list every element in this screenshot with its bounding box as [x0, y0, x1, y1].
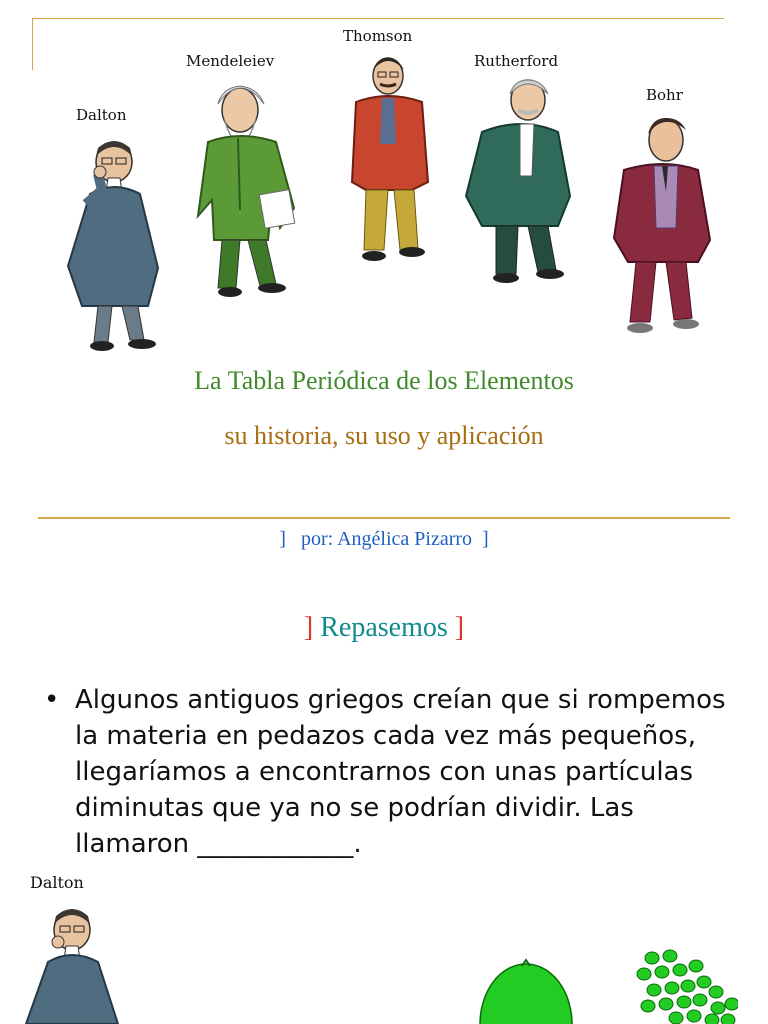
particle [681, 980, 695, 992]
particle [637, 968, 651, 980]
green-particles-icon [632, 948, 738, 1024]
particle [659, 998, 673, 1010]
dalton-label-2: Dalton [30, 873, 84, 892]
particle [693, 994, 707, 1006]
label-rutherford: Rutherford [474, 52, 559, 70]
label-dalton: Dalton [76, 106, 127, 124]
particle [705, 1014, 719, 1024]
label-thomson: Thomson [343, 27, 413, 45]
bracket-open: ] [279, 528, 286, 550]
bullet-symbol: • [44, 685, 60, 715]
author-line [0, 528, 768, 551]
label-bohr: Bohr [646, 86, 683, 104]
particle [689, 960, 703, 972]
heading-bracket-close: ] [454, 612, 465, 643]
dalton-illustration-2 [18, 902, 130, 1024]
particle [709, 986, 723, 998]
green-sphere-icon [478, 958, 578, 1024]
thomson-illustration [348, 54, 434, 268]
title-line-2: su historia, su uso y aplicación [224, 421, 544, 450]
top-rule [32, 18, 724, 19]
particle [677, 996, 691, 1008]
heading-bracket-open: ] [303, 612, 314, 643]
particle [665, 982, 679, 994]
particle [647, 984, 661, 996]
particle [725, 998, 738, 1010]
bracket-close: ] [482, 528, 489, 550]
rutherford-illustration [462, 76, 574, 288]
heading-text: Repasemos [320, 612, 448, 643]
bullet-text: Algunos antiguos griegos creían que si rompemos la materia en pedazos cada vez más pequeños, llegaríamos a encontrarnos con unas partículas diminutas que ya no se podrían dividir. Las llamaron ____________. [75, 685, 726, 859]
particle [673, 964, 687, 976]
particle [645, 952, 659, 964]
author-name: por: Angélica Pizarro [300, 528, 473, 550]
top-left-rule [32, 18, 33, 70]
bohr-illustration [608, 112, 714, 346]
particle [697, 976, 711, 988]
dalton-illustration [62, 136, 172, 358]
title-line-1: La Tabla Periódica de los Elementos [194, 366, 574, 395]
particle [687, 1010, 701, 1022]
section-heading [0, 612, 768, 644]
mendeleiev-illustration [188, 80, 300, 302]
particle [641, 1000, 655, 1012]
particle [711, 1002, 725, 1014]
label-mendeleiev: Mendeleiev [186, 52, 275, 70]
particle [721, 1014, 735, 1024]
divider-rule [38, 517, 730, 519]
particle [655, 966, 669, 978]
particle [663, 950, 677, 962]
particle [669, 1012, 683, 1024]
